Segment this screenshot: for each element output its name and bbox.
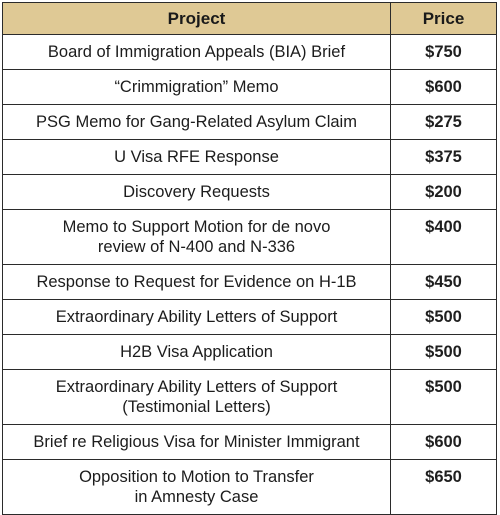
column-header-price: Price (391, 3, 497, 35)
price-cell: $400 (391, 210, 497, 265)
table-row (3, 140, 497, 175)
header-row (3, 3, 497, 35)
pricing-table (2, 2, 497, 515)
price-cell: $750 (391, 35, 497, 70)
price-cell: $375 (391, 140, 497, 175)
project-cell: Memo to Support Motion for de novo review of N-400 and N-336 (3, 210, 391, 265)
price-cell: $275 (391, 105, 497, 140)
table-row (3, 105, 497, 140)
table-row (3, 35, 497, 70)
table-row (3, 210, 497, 265)
price-cell: $200 (391, 175, 497, 210)
table-row (3, 370, 497, 425)
project-cell: Response to Request for Evidence on H-1B (3, 265, 391, 300)
price-cell: $600 (391, 425, 497, 460)
price-cell: $500 (391, 335, 497, 370)
table-row (3, 460, 497, 515)
project-cell: Extraordinary Ability Letters of Support (Testimonial Letters) (3, 370, 391, 425)
price-cell: $500 (391, 370, 497, 425)
table-row (3, 70, 497, 105)
column-header-project: Project (3, 3, 391, 35)
price-cell: $600 (391, 70, 497, 105)
project-cell: Opposition to Motion to Transfer in Amnesty Case (3, 460, 391, 515)
project-cell: PSG Memo for Gang-Related Asylum Claim (3, 105, 391, 140)
project-cell: Brief re Religious Visa for Minister Immigrant (3, 425, 391, 460)
project-cell: U Visa RFE Response (3, 140, 391, 175)
project-cell: Discovery Requests (3, 175, 391, 210)
project-cell: Board of Immigration Appeals (BIA) Brief (3, 35, 391, 70)
table-row (3, 335, 497, 370)
project-cell: “Crimmigration” Memo (3, 70, 391, 105)
price-cell: $500 (391, 300, 497, 335)
project-cell: Extraordinary Ability Letters of Support (3, 300, 391, 335)
project-cell: H2B Visa Application (3, 335, 391, 370)
table-row (3, 425, 497, 460)
table-row (3, 265, 497, 300)
price-cell: $450 (391, 265, 497, 300)
price-cell: $650 (391, 460, 497, 515)
table-row (3, 300, 497, 335)
table-row (3, 175, 497, 210)
